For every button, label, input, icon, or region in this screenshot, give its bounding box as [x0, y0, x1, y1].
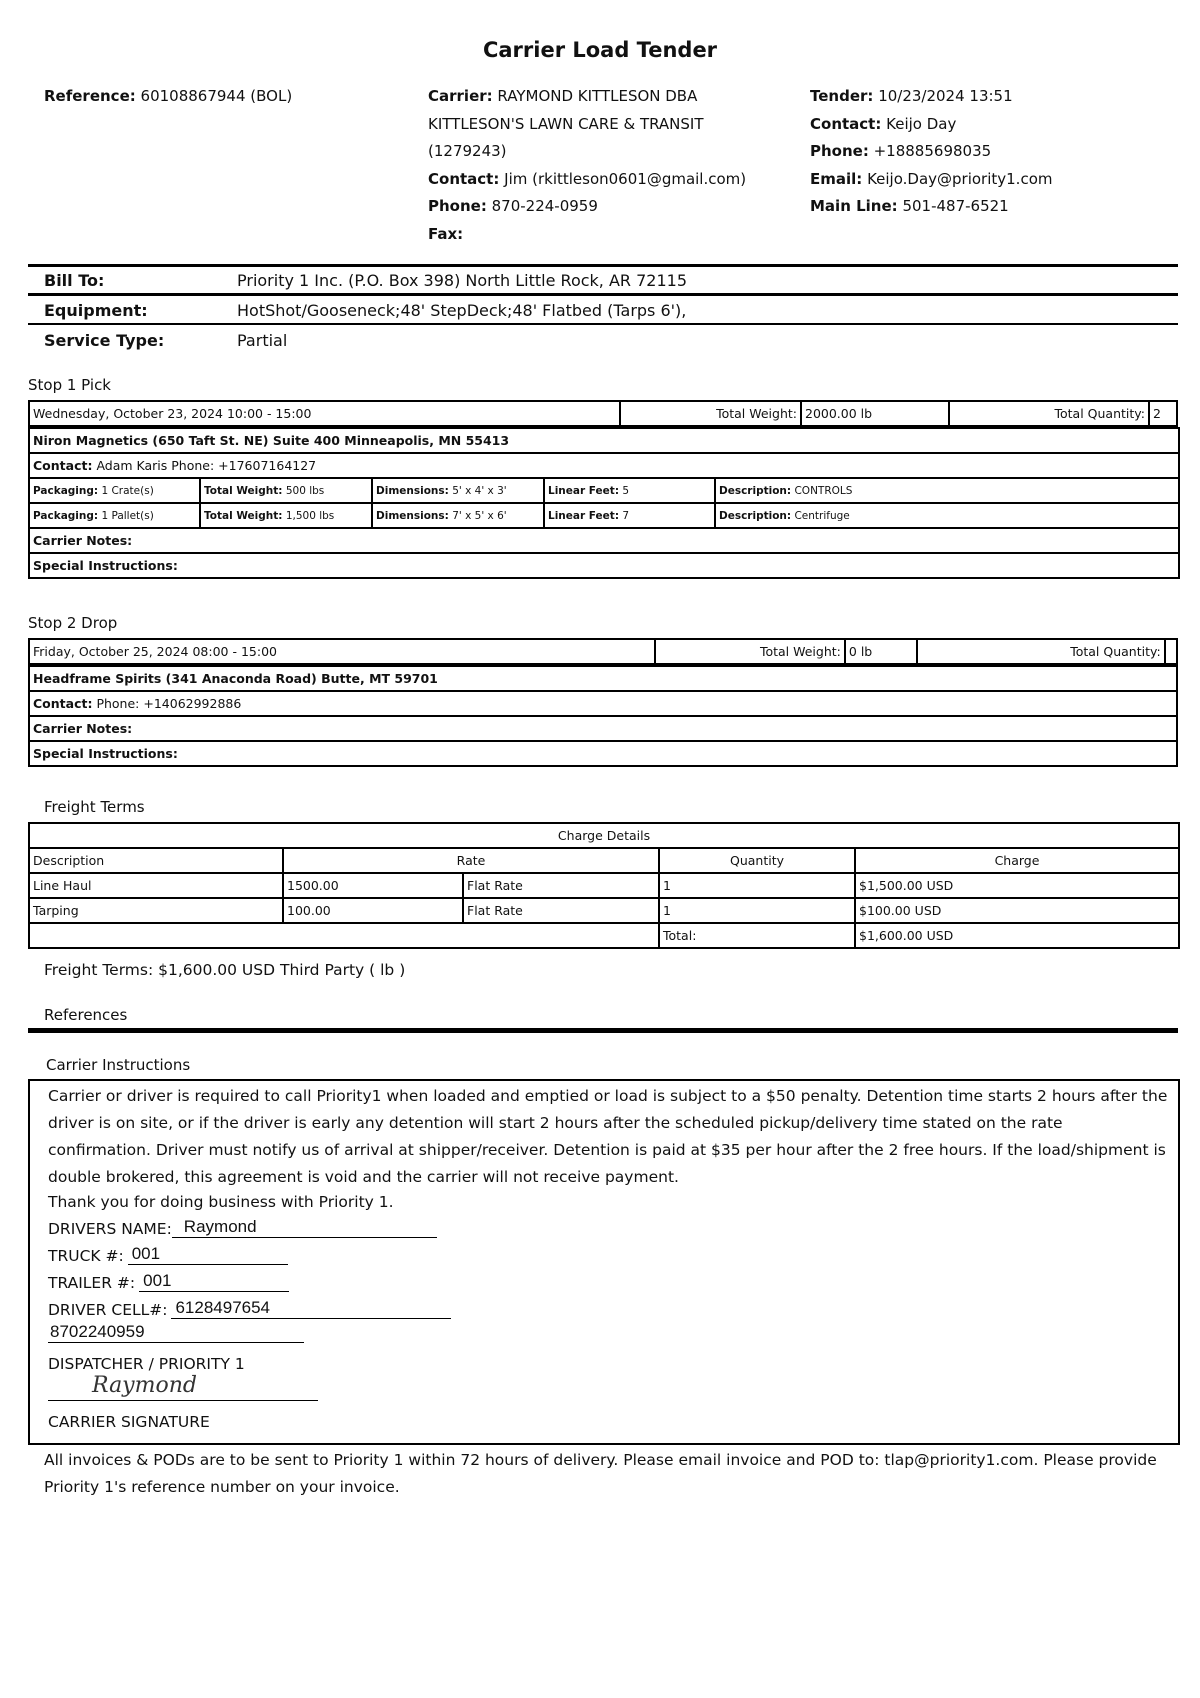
charge-details-title: Charge Details: [29, 823, 1179, 848]
tender-block: [810, 83, 1180, 221]
table-row: [29, 503, 1179, 528]
bill-to-row: [0, 271, 1200, 291]
stop1-contact-label: Contact:: [33, 458, 93, 473]
trailer-value: 001: [143, 1271, 172, 1290]
service-row: [0, 331, 1200, 351]
stop1-heading: Stop 1 Pick: [28, 376, 111, 394]
stop1-total-qty-value: 2: [1149, 401, 1177, 426]
charge-rate: 1500.00: [283, 873, 463, 898]
carrier-phone-label: Phone:: [428, 197, 487, 215]
carrier-line3: (1279243): [428, 142, 507, 160]
total-spacer: [29, 923, 659, 948]
charge-quantity: 1: [659, 898, 855, 923]
divider: [28, 264, 1178, 267]
stop2-carrier-notes: Carrier Notes:: [29, 716, 1177, 741]
stop2-contact-label: Contact:: [33, 696, 93, 711]
tender-value: 10/23/2024 13:51: [878, 87, 1013, 105]
reference-value: 60108867944 (BOL): [140, 87, 293, 105]
description-value: CONTROLS: [794, 484, 853, 497]
stop1-total-weight-label: Total Weight:: [620, 401, 801, 426]
charge-quantity: 1: [659, 873, 855, 898]
stop2-contact-value: Phone: +14062992886: [96, 696, 242, 711]
stop2-total-qty-label: Total Quantity:: [917, 639, 1165, 664]
table-row: [29, 478, 1179, 503]
drivers-name-line: [48, 1217, 437, 1238]
stop1-total-qty-label: Total Quantity:: [949, 401, 1149, 426]
stop2-date: Friday, October 25, 2024 08:00 - 15:00: [29, 639, 655, 664]
references-heading: References: [44, 1006, 128, 1024]
instructions-paragraph: Carrier or driver is required to call Priority1 when loaded and emptied or load is subject to a $50 penalty. Detention time starts 2 hours after the driver is on site, or if the driver is early any detention will start 2 hours after the scheduled pickup/delivery time stated on the rate confirmation. Driver must notify us of arrival at shipper/receiver. Detention is paid at $35 per hour after the 2 free hours. If the load/shipment is double brokered, this agreement is void and the carrier will not receive payment.: [48, 1087, 1168, 1186]
weight-label: Total Weight:: [204, 484, 283, 497]
carrier-line2: KITTLESON'S LAWN CARE & TRANSIT: [428, 114, 704, 133]
stop1-date: Wednesday, October 23, 2024 10:00 - 15:00: [29, 401, 620, 426]
stop2-total-qty-value: [1165, 639, 1177, 664]
dimensions-label: Dimensions:: [376, 484, 449, 497]
stop1-location: Niron Magnetics (650 Taft St. NE) Suite 400 Minneapolis, MN 55413: [29, 428, 1179, 453]
driver-cell-label: DRIVER CELL#:: [48, 1301, 168, 1319]
driver-cell-value: 6128497654: [175, 1298, 271, 1317]
service-value: Partial: [237, 331, 288, 350]
stop1-detail-table: [28, 427, 1180, 579]
carrier-line1: RAYMOND KITTLESON DBA: [497, 87, 698, 105]
charge-rate: 100.00: [283, 898, 463, 923]
linear-feet-label: Linear Feet:: [548, 509, 620, 522]
total-value: $1,600.00 USD: [855, 923, 1179, 948]
drivers-name-label: DRIVERS NAME:: [48, 1220, 172, 1238]
freight-heading: Freight Terms: [44, 798, 145, 816]
stop2-detail-table: [28, 665, 1178, 767]
carrier-contact-label: Contact:: [428, 169, 500, 188]
packaging-label: Packaging:: [33, 509, 99, 522]
dimensions-value: 7' x 5' x 6': [452, 509, 507, 522]
driver-cell-line: [48, 1298, 451, 1319]
stop1-contact-value: Adam Karis Phone: +17607164127: [96, 458, 317, 473]
phone-label: Phone:: [810, 142, 869, 160]
col-quantity: Quantity: [659, 848, 855, 873]
divider: [28, 293, 1178, 296]
truck-value: 001: [131, 1244, 161, 1263]
bill-to-value: Priority 1 Inc. (P.O. Box 398) North Little Rock, AR 72115: [237, 271, 688, 290]
truck-line: [48, 1244, 288, 1265]
stop1-carrier-notes: Carrier Notes:: [29, 528, 1179, 553]
trailer-line: [48, 1271, 289, 1292]
carrier-signature-label: CARRIER SIGNATURE: [48, 1413, 210, 1431]
drivers-name-value: Raymond: [183, 1217, 257, 1236]
truck-label: TRUCK #:: [48, 1247, 124, 1265]
weight-value: 1,500 lbs: [285, 509, 335, 522]
weight-label: Total Weight:: [204, 509, 283, 522]
thanks-text: Thank you for doing business with Priority 1.: [48, 1193, 394, 1211]
bill-to-label: Bill To:: [44, 271, 105, 290]
carrier-signature-image: Raymond: [92, 1373, 197, 1398]
charge-details-table: [28, 822, 1180, 949]
charge-amount: $1,500.00 USD: [855, 873, 1179, 898]
packaging-label: Packaging:: [33, 484, 99, 497]
stop2-header-table: [28, 638, 1178, 665]
charge-description: Line Haul: [29, 873, 283, 898]
stop2-total-weight-label: Total Weight:: [655, 639, 845, 664]
stop1-total-weight-value: 2000.00 lb: [801, 401, 949, 426]
dispatcher-value: 8702240959: [50, 1322, 145, 1341]
equipment-value: HotShot/Gooseneck;48' StepDeck;48' Flatbed (Tarps 6'),: [237, 301, 687, 320]
stop2-total-weight-value: 0 lb: [845, 639, 917, 664]
table-row: [29, 898, 1179, 923]
mainline-label: Main Line:: [810, 197, 898, 215]
dispatcher-line: [48, 1324, 304, 1343]
contact-value: Keijo Day: [886, 114, 957, 133]
stop2-heading: Stop 2 Drop: [28, 614, 118, 632]
charge-rate-type: Flat Rate: [463, 873, 659, 898]
total-label: Total:: [659, 923, 855, 948]
reference-block: [44, 83, 292, 111]
description-value: Centrifuge: [794, 509, 850, 522]
linear-feet-value: 7: [622, 509, 630, 522]
phone-value: +18885698035: [873, 142, 992, 160]
carrier-label: Carrier:: [428, 87, 493, 105]
stop2-contact: [29, 691, 1177, 716]
service-label: Service Type:: [44, 331, 165, 350]
stop1-header-table: [28, 400, 1178, 427]
trailer-label: TRAILER #:: [48, 1274, 136, 1292]
tender-label: Tender:: [810, 87, 874, 105]
col-rate: Rate: [283, 848, 659, 873]
equipment-label: Equipment:: [44, 301, 148, 320]
description-label: Description:: [719, 509, 792, 522]
carrier-contact-value: Jim (rkittleson0601@gmail.com): [504, 169, 747, 188]
charge-description: Tarping: [29, 898, 283, 923]
charge-rate-type: Flat Rate: [463, 898, 659, 923]
stop2-location: Headframe Spirits (341 Anaconda Road) Butte, MT 59701: [29, 666, 1177, 691]
contact-label: Contact:: [810, 114, 882, 133]
col-description: Description: [29, 848, 283, 873]
linear-feet-value: 5: [622, 484, 630, 497]
packaging-value: 1 Pallet(s): [101, 509, 154, 522]
col-charge: Charge: [855, 848, 1179, 873]
stop1-contact: [29, 453, 1179, 478]
equipment-row: [0, 301, 1200, 321]
dimensions-label: Dimensions:: [376, 509, 449, 522]
stop1-special-instructions: Special Instructions:: [29, 553, 1179, 578]
divider: [28, 323, 1178, 325]
table-row: [29, 873, 1179, 898]
reference-label: Reference:: [44, 87, 136, 105]
page-title: Carrier Load Tender: [482, 38, 718, 62]
dimensions-value: 5' x 4' x 3': [452, 484, 507, 497]
packaging-value: 1 Crate(s): [101, 484, 154, 497]
weight-value: 500 lbs: [285, 484, 325, 497]
charge-amount: $100.00 USD: [855, 898, 1179, 923]
description-label: Description:: [719, 484, 792, 497]
carrier-phone-value: 870-224-0959: [491, 197, 598, 215]
divider: [28, 1028, 1178, 1033]
mainline-value: 501-487-6521: [902, 197, 1009, 215]
linear-feet-label: Linear Feet:: [548, 484, 620, 497]
footer-text: All invoices & PODs are to be sent to Priority 1 within 72 hours of delivery. Please email invoice and POD to: tlap@priority1.com. Please provide Priority 1's reference number on your invoice.: [44, 1451, 1157, 1496]
dispatcher-label: DISPATCHER / PRIORITY 1: [48, 1355, 245, 1373]
carrier-block: [428, 83, 788, 248]
instructions-heading: Carrier Instructions: [46, 1056, 191, 1074]
freight-terms-text: Freight Terms: $1,600.00 USD Third Party ( lb ): [44, 961, 406, 979]
stop2-special-instructions: Special Instructions:: [29, 741, 1177, 766]
email-label: Email:: [810, 169, 863, 188]
email-value: Keijo.Day@priority1.com: [867, 169, 1053, 188]
carrier-fax-label: Fax:: [428, 224, 464, 243]
